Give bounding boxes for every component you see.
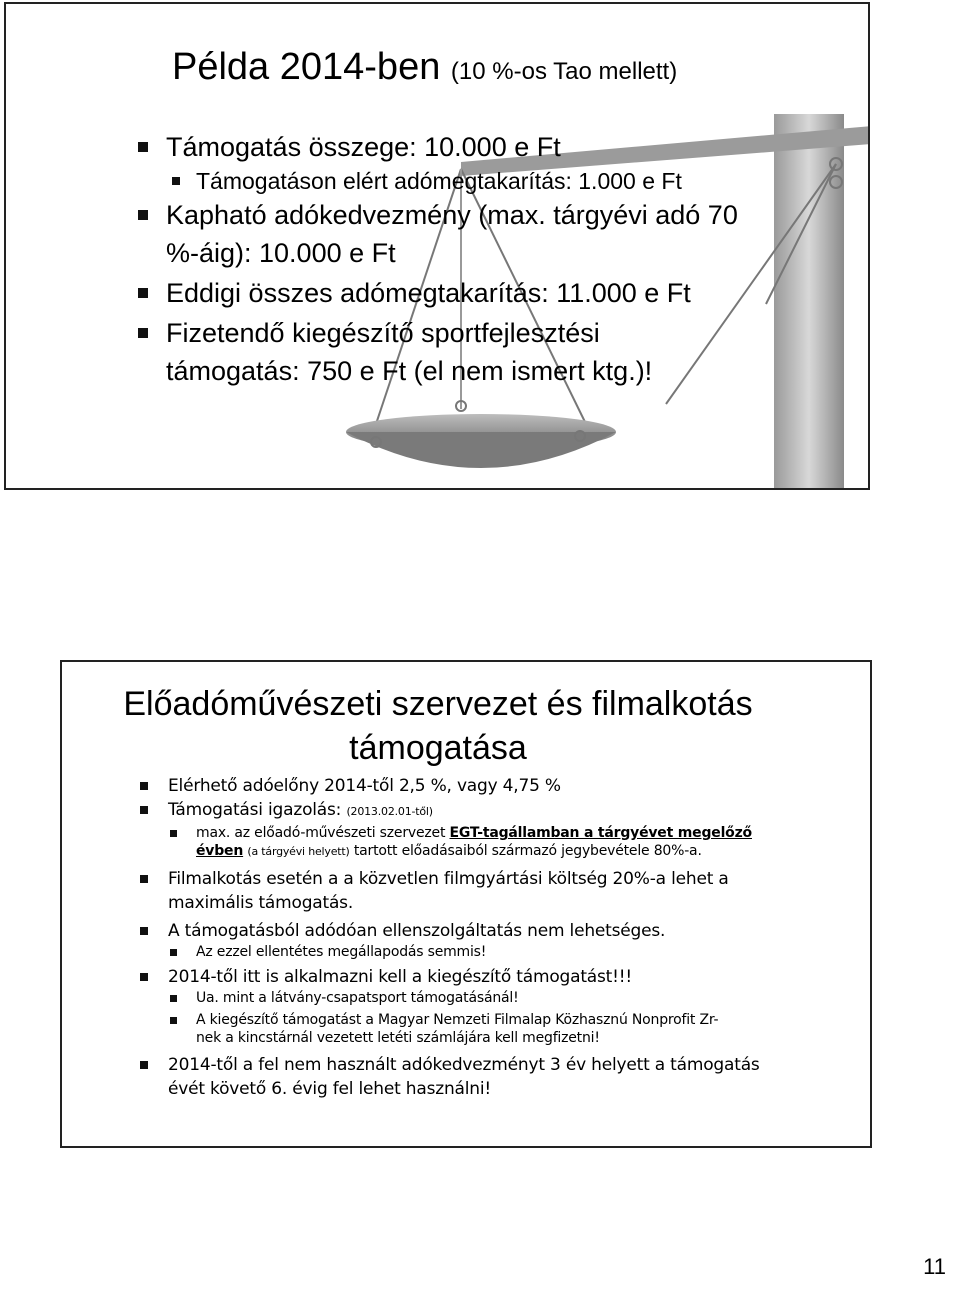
- bullet-text: A támogatásból adódóan ellenszolgáltatás nem lehetséges.: [168, 921, 666, 941]
- list-item: [140, 919, 840, 943]
- bullet-text: max. az előadó-művészeti szervezet: [196, 825, 446, 841]
- list-item: [138, 274, 838, 312]
- square-bullet-icon: [172, 177, 180, 185]
- bullet-text: Eddigi összes adómegtakarítás: 11.000 e Ft: [166, 278, 691, 308]
- square-bullet-icon: [170, 830, 177, 837]
- bullet-text: Támogatási igazolás:: [168, 800, 342, 820]
- list-item: [140, 798, 840, 824]
- square-bullet-icon: [170, 995, 177, 1002]
- bullet-text: Fizetendő kiegészítő sportfejlesztési támogatás: 750 e Ft (el nem ismert ktg.)!: [166, 318, 653, 386]
- slide-2-bullet-list: [140, 774, 840, 1101]
- note-text: (a tárgyévi helyett): [247, 845, 350, 858]
- page-number: 11: [923, 1254, 946, 1279]
- title-main-text: Példa 2014-ben: [172, 46, 441, 88]
- bullet-text: Ua. mint a látvány-csapatsport támogatásánál!: [196, 990, 519, 1006]
- bullet-text: Kapható adókedvezmény (max. tárgyévi adó 70 %-áig): 10.000 e Ft: [166, 200, 738, 268]
- bullet-text: Elérhető adóelőny 2014-től 2,5 %, vagy 4,75 %: [168, 776, 561, 796]
- square-bullet-icon: [140, 973, 148, 981]
- list-item: [140, 774, 840, 798]
- list-item: [138, 196, 766, 272]
- slide-2-title: Előadóművészeti szervezet és filmalkotás támogatása: [123, 685, 753, 767]
- bullet-text: 2014-től a fel nem használt adókedvezményt 3 év helyett a támogatás évét követő 6. évig fel lehet használni!: [168, 1055, 760, 1099]
- square-bullet-icon: [140, 1061, 148, 1069]
- square-bullet-icon: [138, 210, 148, 220]
- list-item: [140, 989, 840, 1007]
- emphasis-text: EGT-tagállamban a tárgyévet megelőző évben: [196, 825, 752, 859]
- list-item: [138, 128, 838, 166]
- square-bullet-icon: [170, 949, 177, 956]
- list-item: [140, 1053, 788, 1101]
- square-bullet-icon: [138, 142, 148, 152]
- slide-2: [60, 660, 872, 1148]
- bullet-text: Filmalkotás esetén a a közvetlen filmgyártási költség 20%-a lehet a maximális támogatás.: [168, 869, 729, 913]
- square-bullet-icon: [170, 1017, 177, 1024]
- slide-1-bullet-list: [138, 128, 838, 390]
- bullet-text: Támogatás összege: 10.000 e Ft: [166, 132, 561, 162]
- square-bullet-icon: [140, 782, 148, 790]
- bullet-text: 2014-től itt is alkalmazni kell a kiegészítő támogatást!!!: [168, 967, 632, 987]
- slide-1-title: [172, 46, 677, 89]
- square-bullet-icon: [140, 806, 148, 814]
- list-item: [140, 824, 756, 861]
- bullet-text: Az ezzel ellentétes megállapodás semmis!: [196, 944, 487, 960]
- bullet-text: Támogatáson elért adómegtakarítás: 1.000 e Ft: [196, 168, 682, 194]
- bullet-text: tartott előadásaiból származó jegybevétele 80%-a.: [353, 843, 702, 859]
- slide-1: [4, 2, 870, 490]
- square-bullet-icon: [140, 875, 148, 883]
- title-small-text: (10 %-os Tao mellett): [450, 58, 678, 85]
- list-item: [140, 1011, 736, 1047]
- list-item: [138, 166, 838, 196]
- square-bullet-icon: [138, 288, 148, 298]
- list-item: [140, 965, 840, 989]
- list-item: [140, 943, 840, 961]
- list-item: [140, 867, 788, 915]
- bullet-text: A kiegészítő támogatást a Magyar Nemzeti Filmalap Közhasznú Nonprofit Zr-nek a kincstárnál vezetett letéti számlájára kell megfizetni!: [196, 1012, 719, 1046]
- date-note: (2013.02.01-től): [346, 805, 433, 818]
- square-bullet-icon: [138, 328, 148, 338]
- list-item: [138, 314, 686, 390]
- square-bullet-icon: [140, 927, 148, 935]
